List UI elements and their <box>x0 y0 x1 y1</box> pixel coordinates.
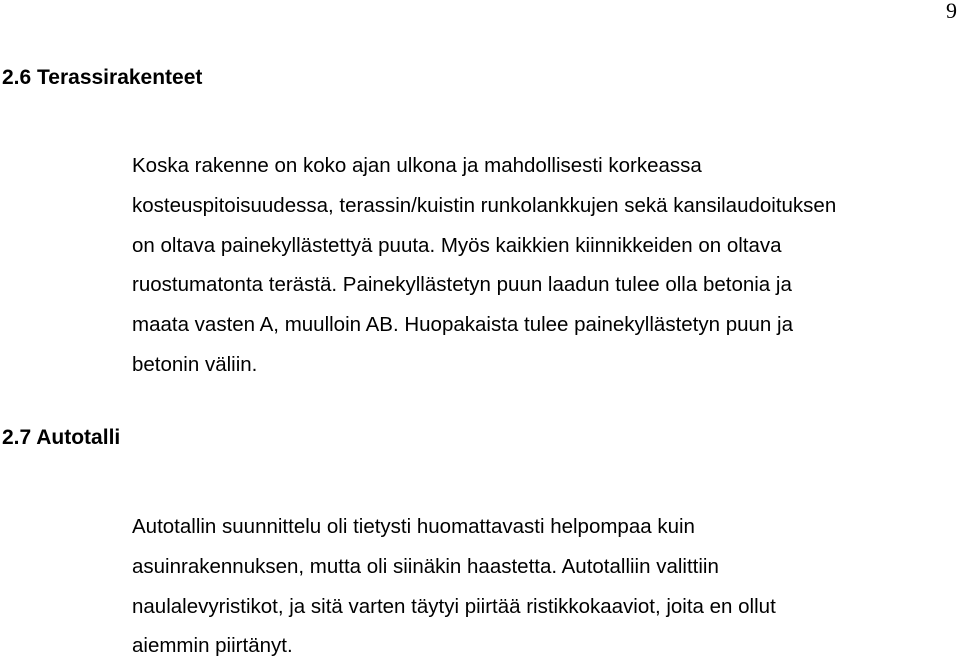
section-heading-terassirakenteet: 2.6 Terassirakenteet <box>2 66 203 89</box>
section-paragraph-terassirakenteet <box>132 146 836 385</box>
section-heading-autotalli: 2.7 Autotalli <box>2 426 121 449</box>
paragraph-line: kosteuspitoisuudessa, terassin/kuistin runkolankkujen sekä kansilaudoituksen <box>132 193 837 217</box>
paragraph-line: asuinrakennuksen, mutta oli siinäkin haastetta. Autotalliin valittiin <box>132 554 719 578</box>
paragraph-line: aiemmin piirtänyt. <box>132 634 293 658</box>
paragraph-line: betonin väliin. <box>132 352 258 376</box>
paragraph-line: maata vasten A, muulloin AB. Huopakaista tulee painekyllästetyn puun ja <box>132 313 793 337</box>
page-number: 9 <box>946 0 957 23</box>
paragraph-line: naulalevyristikot, ja sitä varten täytyi piirtää ristikkokaaviot, joita en ollut <box>132 594 776 618</box>
section-paragraph-autotalli <box>132 507 776 666</box>
paragraph-line: Autotallin suunnittelu oli tietysti huomattavasti helpompaa kuin <box>132 515 695 538</box>
paragraph-line: Koska rakenne on koko ajan ulkona ja mahdollisesti korkeassa <box>132 154 702 177</box>
paragraph-line: on oltava painekyllästettyä puuta. Myös kaikkien kiinnikkeiden on oltava <box>132 233 782 257</box>
paragraph-line: ruostumatonta terästä. Painekyllästetyn puun laadun tulee olla betonia ja <box>132 273 792 297</box>
